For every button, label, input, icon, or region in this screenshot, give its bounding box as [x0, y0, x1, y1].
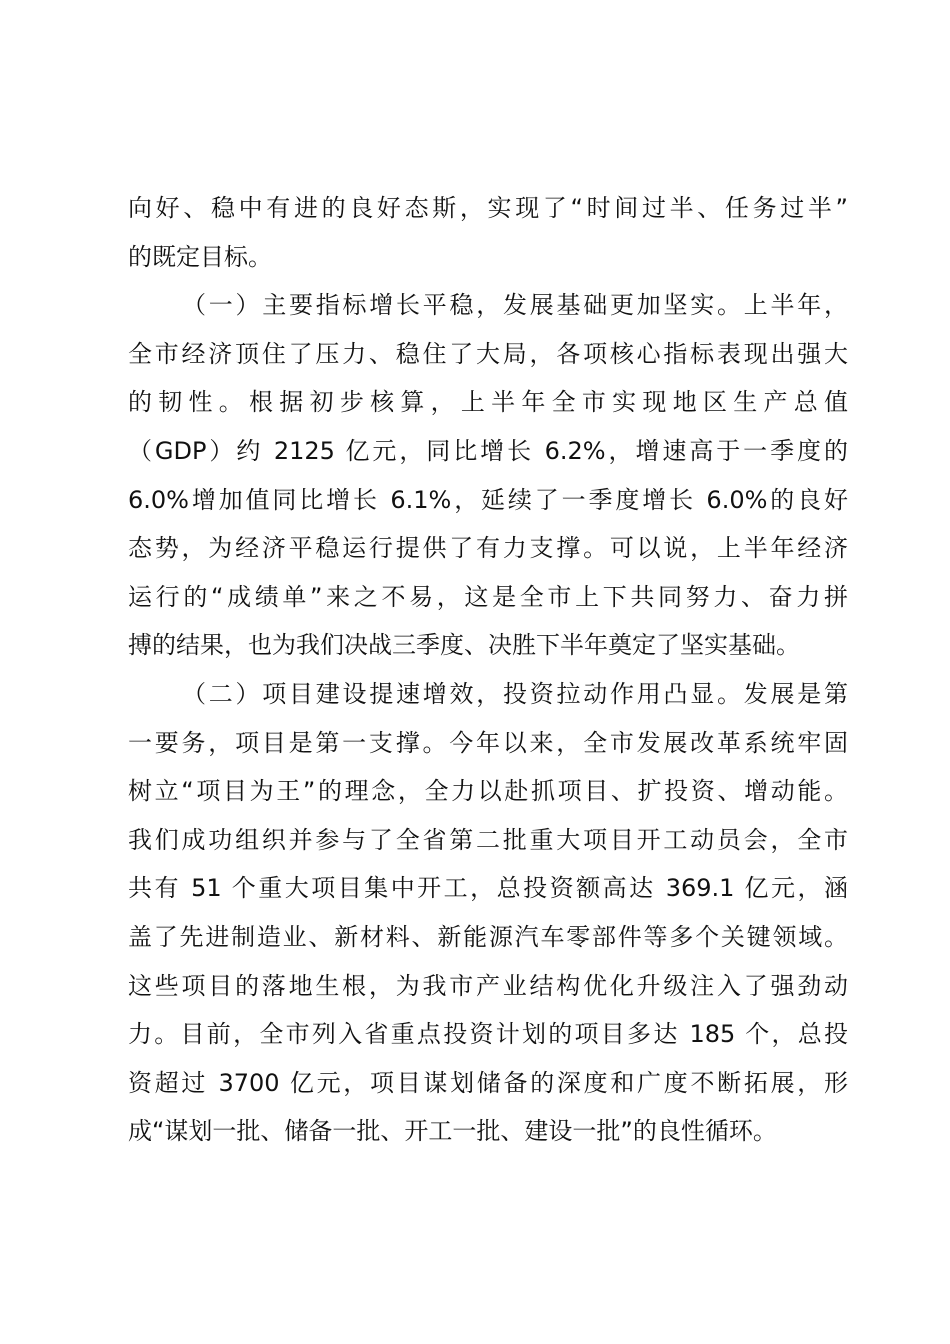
- text-line: 搏的结果，也为我们决战三季度、决胜下半年奠定了坚实基础。: [128, 631, 800, 660]
- text-line: 成“谋划一批、储备一批、开工一批、建设一批”的良性循环。: [128, 1117, 777, 1146]
- text-line: 这些项目的落地生根，为我市产业结构优化升级注入了强劲动: [128, 971, 848, 1000]
- text-line: 向好、稳中有进的良好态斯，实现了“时间过半、任务过半”: [128, 194, 848, 222]
- text-line: 一要务，项目是第一支撑。今年以来，全市发展改革系统牢固: [128, 728, 848, 757]
- text-line: 6.0%增加值同比增长 6.1%，延续了一季度增长 6.0%的良好: [128, 485, 848, 514]
- text-line: 我们成功组织并参与了全省第二批重大项目开工动员会，全市: [128, 825, 848, 854]
- body-text: [128, 184, 848, 1156]
- text-line: 态势，为经济平稳运行提供了有力支撑。可以说，上半年经济: [128, 534, 848, 563]
- text-line: 的既定目标。: [128, 242, 272, 271]
- text-line: 树立“项目为王”的理念，全力以赴抓项目、扩投资、增动能。: [128, 777, 848, 806]
- text-line: 资超过 3700 亿元，项目谋划储备的深度和广度不断拓展，形: [128, 1068, 848, 1097]
- text-line: 盖了先进制造业、新材料、新能源汽车零部件等多个关键领域。: [128, 922, 848, 951]
- text-line: 全市经济顶住了压力、稳住了大局，各项核心指标表现出强大: [128, 339, 848, 368]
- text-line: 共有 51 个重大项目集中开工，总投资额高达 369.1 亿元，涵: [128, 874, 848, 903]
- text-line: 的韧性。根据初步核算，上半年全市实现地区生产总值: [128, 388, 848, 417]
- text-line: 运行的“成绩单”来之不易，这是全市上下共同努力、奋力拼: [128, 582, 848, 611]
- paragraph-start-line: （二）项目建设提速增效，投资拉动作用凸显。发展是第: [182, 679, 848, 708]
- text-line: 力。目前，全市列入省重点投资计划的项目多达 185 个，总投: [128, 1020, 848, 1049]
- text-line: （GDP）约 2125 亿元，同比增长 6.2%，增速高于一季度的: [128, 436, 848, 465]
- paragraph-start-line: （一）主要指标增长平稳，发展基础更加坚实。上半年，: [182, 291, 848, 320]
